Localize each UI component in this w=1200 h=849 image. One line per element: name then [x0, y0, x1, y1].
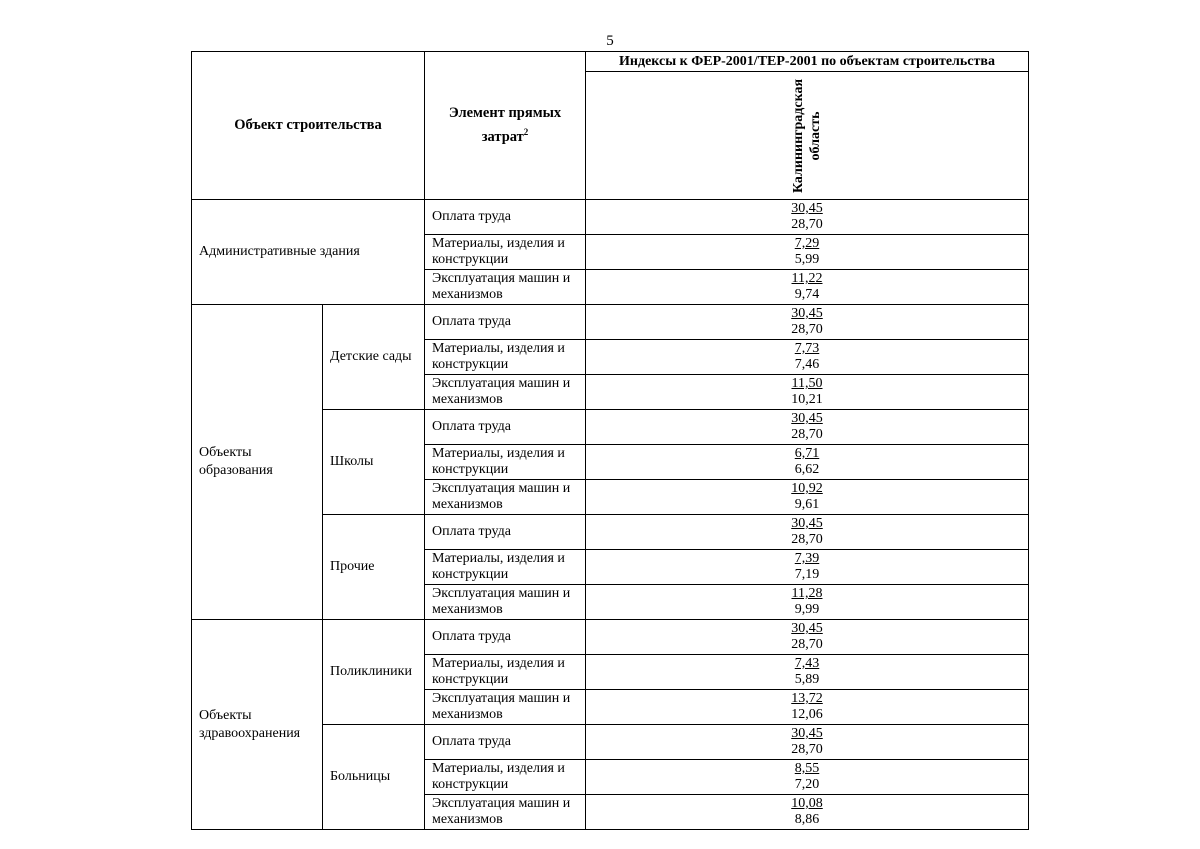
- index-denominator: 28,70: [791, 217, 823, 232]
- cost-element: Материалы, изделия и конструкции: [425, 445, 586, 480]
- index-denominator: 8,86: [794, 812, 820, 827]
- index-numerator: 11,22: [791, 271, 823, 286]
- cost-element: Эксплуатация машин и механизмов: [425, 795, 586, 830]
- index-numerator: 30,45: [791, 201, 823, 216]
- index-value: [586, 340, 1029, 375]
- index-numerator: 8,55: [794, 761, 820, 776]
- index-denominator: 28,70: [791, 532, 823, 547]
- index-numerator: 7,29: [794, 236, 820, 251]
- subgroup-name: Школы: [323, 410, 425, 515]
- index-value: [586, 550, 1029, 585]
- index-denominator: 10,21: [791, 392, 823, 407]
- index-value: [586, 305, 1029, 340]
- cost-element: Материалы, изделия и конструкции: [425, 235, 586, 270]
- index-value: [586, 620, 1029, 655]
- object-name: Объекты образования: [192, 305, 323, 620]
- index-numerator: 30,45: [791, 516, 823, 531]
- region-header: [586, 72, 1029, 200]
- index-value: [586, 725, 1029, 760]
- index-denominator: 9,61: [794, 497, 820, 512]
- index-value: [586, 690, 1029, 725]
- cost-element: Оплата труда: [425, 410, 586, 445]
- index-denominator: 28,70: [791, 742, 823, 757]
- index-denominator: 7,46: [794, 357, 820, 372]
- cost-element: Материалы, изделия и конструкции: [425, 550, 586, 585]
- index-denominator: 9,99: [794, 602, 820, 617]
- index-numerator: 30,45: [791, 411, 823, 426]
- cost-element: Эксплуатация машин и механизмов: [425, 375, 586, 410]
- footnote-mark: 2: [523, 127, 529, 138]
- cost-element: Эксплуатация машин и механизмов: [425, 270, 586, 305]
- index-value: [586, 585, 1029, 620]
- table-row: [192, 200, 1029, 235]
- index-value: [586, 235, 1029, 270]
- index-numerator: 11,50: [791, 376, 823, 391]
- page-number: 5: [606, 33, 614, 49]
- cost-element: Оплата труда: [425, 200, 586, 235]
- cost-element: Эксплуатация машин и механизмов: [425, 585, 586, 620]
- cost-element: Материалы, изделия и конструкции: [425, 655, 586, 690]
- index-value: [586, 515, 1029, 550]
- index-numerator: 30,45: [791, 726, 823, 741]
- index-value: [586, 480, 1029, 515]
- element-column-header: Элемент прямых затрат$^2$: [425, 52, 586, 200]
- subgroup-name: Прочие: [323, 515, 425, 620]
- index-denominator: 28,70: [791, 637, 823, 652]
- index-denominator: 5,99: [794, 252, 820, 267]
- index-value: [586, 270, 1029, 305]
- index-denominator: 5,89: [794, 672, 820, 687]
- table-row: [192, 305, 1029, 340]
- cost-element: Оплата труда: [425, 305, 586, 340]
- object-name: Административные здания: [192, 200, 425, 305]
- index-numerator: 7,43: [794, 656, 820, 671]
- index-numerator: 30,45: [791, 306, 823, 321]
- index-value: [586, 655, 1029, 690]
- cost-element: Материалы, изделия и конструкции: [425, 760, 586, 795]
- index-value: [586, 410, 1029, 445]
- object-name: Объекты здравоохранения: [192, 620, 323, 830]
- subgroup-name: Больницы: [323, 725, 425, 830]
- index-denominator: 6,62: [794, 462, 820, 477]
- object-column-header: Объект строительства: [192, 52, 425, 200]
- index-numerator: 30,45: [791, 621, 823, 636]
- index-denominator: 28,70: [791, 322, 823, 337]
- cost-element: Оплата труда: [425, 725, 586, 760]
- index-denominator: 7,20: [794, 777, 820, 792]
- index-denominator: 9,74: [794, 287, 820, 302]
- indices-header: Индексы к ФЕР-2001/ТЕР-2001 по объектам строительства: [586, 52, 1029, 72]
- index-value: [586, 375, 1029, 410]
- cost-element: Оплата труда: [425, 620, 586, 655]
- index-value: [586, 795, 1029, 830]
- index-numerator: 6,71: [794, 446, 820, 461]
- subgroup-name: Поликлиники: [323, 620, 425, 725]
- subgroup-name: Детские сады: [323, 305, 425, 410]
- index-denominator: 28,70: [791, 427, 823, 442]
- region-label: Калининградская область: [791, 78, 823, 193]
- index-numerator: 7,73: [794, 341, 820, 356]
- index-numerator: 10,92: [791, 481, 823, 496]
- cost-element: Эксплуатация машин и механизмов: [425, 690, 586, 725]
- index-value: [586, 760, 1029, 795]
- index-table: [191, 51, 1029, 830]
- cost-element: Эксплуатация машин и механизмов: [425, 480, 586, 515]
- index-numerator: 10,08: [791, 796, 823, 811]
- index-numerator: 11,28: [791, 586, 823, 601]
- table-row: [192, 620, 1029, 655]
- index-numerator: 7,39: [794, 551, 820, 566]
- index-denominator: 12,06: [791, 707, 823, 722]
- index-denominator: 7,19: [794, 567, 820, 582]
- index-numerator: 13,72: [791, 691, 823, 706]
- cost-element: Оплата труда: [425, 515, 586, 550]
- index-value: [586, 200, 1029, 235]
- cost-element: Материалы, изделия и конструкции: [425, 340, 586, 375]
- index-value: [586, 445, 1029, 480]
